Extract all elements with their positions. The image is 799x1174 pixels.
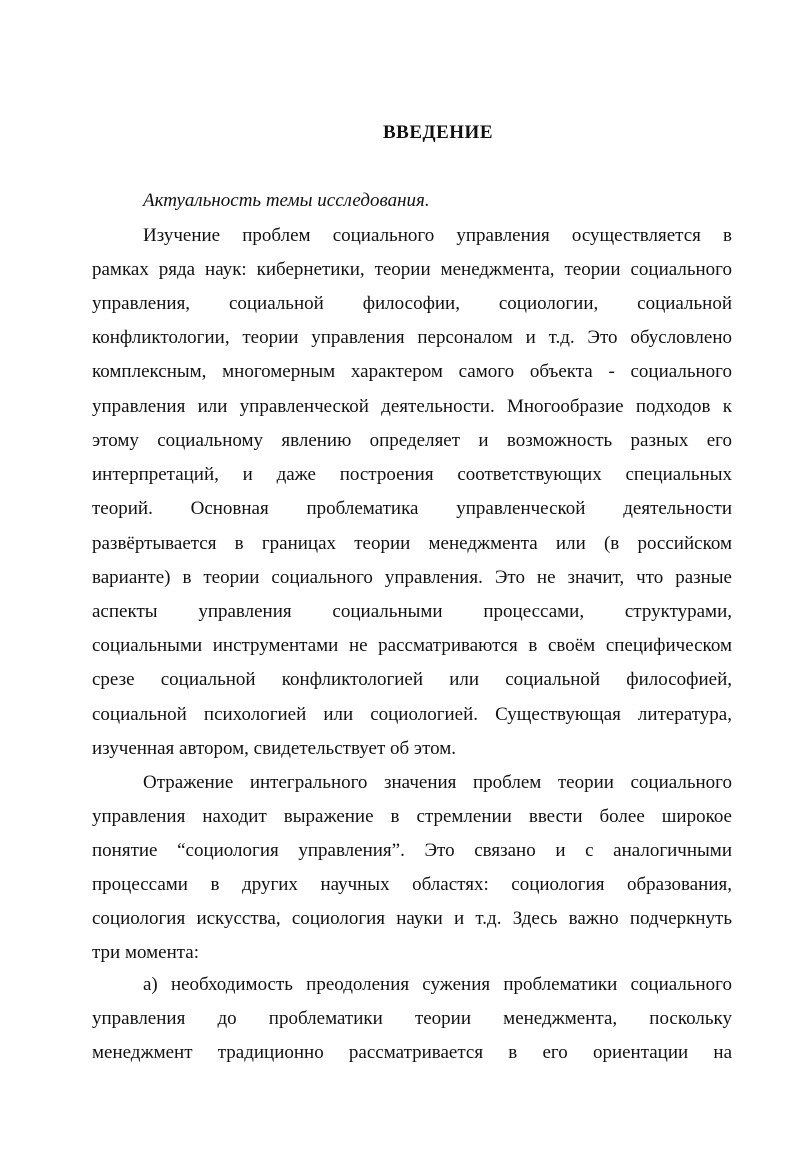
text-line: а) необходимость преодоления сужения проблематики социального	[143, 974, 732, 995]
text-line: аспекты управления социальными процессами, структурами,	[92, 601, 732, 622]
text-line: менеджмент традиционно рассматривается в его ориентации на	[92, 1042, 732, 1063]
text-line: комплексным, многомерным характером самого объекта - социального	[92, 361, 732, 382]
text-line: срезе социальной конфликтологией или социальной философией,	[92, 669, 732, 690]
text-line: развёртывается в границах теории менеджмента или (в российском	[92, 533, 732, 554]
text-line: изученная автором, свидетельствует об этом.	[92, 738, 457, 759]
text-line: процессами в других научных областях: социология образования,	[92, 874, 732, 895]
text-line: социальными инструментами не рассматриваются в своём специфическом	[92, 635, 732, 656]
text-line: социология искусства, социология науки и т.д. Здесь важно подчеркнуть	[92, 908, 732, 929]
text-line: этому социальному явлению определяет и возможность разных его	[92, 430, 732, 451]
page-title: ВВЕДЕНИЕ	[383, 122, 493, 143]
text-line: управления, социальной философии, социологии, социальной	[92, 293, 732, 314]
text-line: управления находит выражение в стремлении ввести более широкое	[92, 806, 732, 827]
text-line: интерпретаций, и даже построения соответствующих специальных	[92, 464, 732, 485]
text-line: Изучение проблем социального управления осуществляется в	[143, 225, 732, 246]
text-line: варианте) в теории социального управления. Это не значит, что разные	[92, 567, 732, 588]
text-line: Отражение интегрального значения проблем теории социального	[143, 772, 732, 793]
text-line: управления до проблематики теории менеджмента, поскольку	[92, 1008, 732, 1029]
section-subtitle: Актуальность темы исследования.	[143, 190, 430, 211]
text-line: теорий. Основная проблематика управленческой деятельности	[92, 498, 732, 519]
text-line: рамках ряда наук: кибернетики, теории менеджмента, теории социального	[92, 259, 732, 280]
text-line: социальной психологией или социологией. Существующая литература,	[92, 704, 732, 725]
text-line: три момента:	[92, 942, 199, 963]
text-line: управления или управленческой деятельности. Многообразие подходов к	[92, 396, 732, 417]
text-line: конфликтологии, теории управления персоналом и т.д. Это обусловлено	[92, 327, 732, 348]
text-line: понятие “социология управления”. Это связано и с аналогичными	[92, 840, 732, 861]
